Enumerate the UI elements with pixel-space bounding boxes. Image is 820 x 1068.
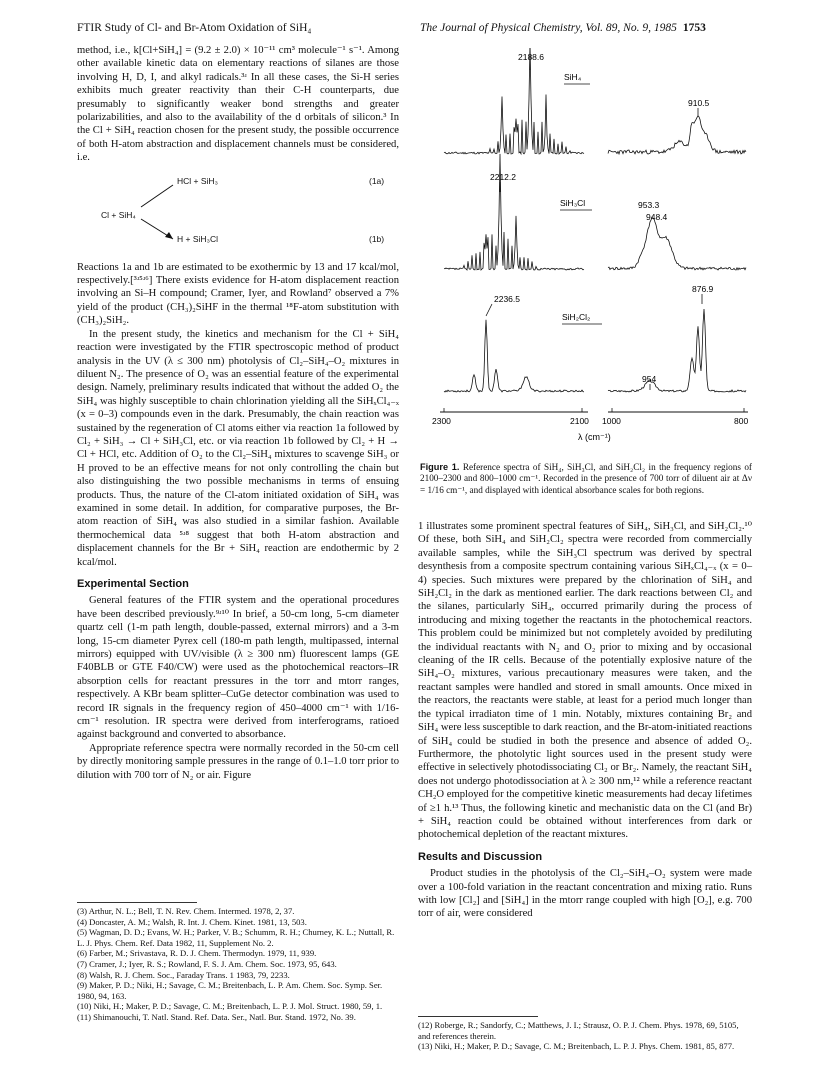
figure-1-spectra — [430, 48, 760, 448]
species-label: SiH₄ — [564, 72, 582, 82]
section-heading: Experimental Section — [77, 578, 189, 590]
axis-label: λ (cm⁻¹) — [578, 432, 611, 442]
peak-label: 2212.2 — [490, 172, 516, 182]
peak-label: 876.9 — [692, 284, 714, 294]
scheme-reactant: Cl + SiH₄ — [101, 209, 136, 220]
left-footnotes — [77, 906, 399, 1023]
footnote: (7) Cramer, J.; Iyer, R. S.; Rowland, F. S. J. Am. Chem. Soc. 1973, 95, 643. — [77, 958, 337, 969]
right-column — [418, 520, 752, 921]
page-number: 1753 — [682, 22, 706, 34]
peak-label: 954 — [642, 374, 657, 384]
running-title: FTIR Study of Cl- and Br-Atom Oxidation of SiH₄ — [77, 22, 312, 34]
spectrum-trace-sih2cl2-2100 — [444, 320, 584, 392]
footnote: (4) Doncaster, A. M.; Walsh, R. Int. J. Chem. Kinet. 1981, 13, 503. — [77, 916, 307, 927]
footnote: (6) Farber, M.; Srivastava, R. D. J. Chem. Thermodyn. 1979, 11, 939. — [77, 948, 317, 959]
species-label: SiH₂Cl₂ — [562, 312, 591, 322]
footnote: (3) Arthur, N. L.; Bell, T. N. Rev. Chem. Intermed. 1978, 2, 37. — [77, 906, 295, 916]
paragraph: General features of the FTIR system and the operational procedures have been described previously.⁹ʴ¹⁰ In brief, a 50-cm long, 5-cm diameter quartz cell (1-m path length, double-passed, external mirrors) and a 3-m long, 15-cm diameter Pyrex cell (180-m path length, multipassed, internal mirrors) equipped with UV/visible (λ ≥ 300 nm) fluorescent lamps (GE F40BLB or GTE F40/CW) were used as the photochemical reactors–IR absorption cells for reactant pressures in the torr and mtorr ranges, respectively. A KBr beam splitter–CuGe detector combination was used to record IR signals in the frequency region of 450–4000 cm⁻¹ with 1/16-cm⁻¹ resolution. IR spectra were derived from interferograms, ratioed against background and converted to absorbance. — [77, 595, 399, 741]
footnote: (10) Niki, H.; Maker, P. D.; Savage, C. M.; Breitenbach, L. P. J. Mol. Struct. 1980, 59, 1. — [77, 1001, 383, 1012]
caption-text: Reference spectra of SiH₄, SiH₃Cl, and SiH₂Cl₂ in the frequency regions of 2100–2300 and 800–1000 cm⁻¹. Recorded in the presence of 700 torr of diluent air at Δν = 1/16 cm⁻¹, and displayed with identical absorbance scales for both regions. — [420, 462, 752, 495]
footnote: (13) Niki, H.; Maker, P. D.; Savage, C. M.; Breitenbach, L. P. J. Phys. Chem. 1981, 85, 877. — [418, 1041, 735, 1052]
footnote-divider — [418, 1016, 538, 1017]
left-column — [77, 44, 399, 782]
scheme-product-a: HCl + SiH₃ — [177, 175, 219, 186]
paragraph: 1 illustrates some prominent spectral features of SiH₄, SiH₃Cl, and SiH₂Cl₂.¹⁰ Of these, both SiH₄ and SiH₂Cl₂ spectra were recorded from commercially available samples, while the SiH₃Cl spectrum was derived by spectral desynthesis from a composite spectrum containing various SiHₓCl₄₋ₓ (x = 0–4) species. Such mixtures were prepared by the chlorination of SiH₄ and SiH₂Cl₂ in the dark as mentioned earlier. The dark reactions between Cl₂ and the silanes, particularly SiH₄, occurred primarily during the process of introducing and mixing together the reactants in the photochemical reactors. This problem could be minimized but not completely avoided by prediluting the individual reactants with N₂ and O₂ prior to mixing and by occasional cleaning of the IR cells. Because of the potentially explosive nature of the SiH₄–O₂ mixtures, various precautionary measures were taken, and the reactant samples were handled and stored in small amounts. Once mixed in the reactors, the reactants were stable, at least for a period much longer than the typical irradiaton time of 1 min. Notably, mixtures containing Br₂ and SiH₄ were less susceptible to dark reaction, and the Br-atom-initiated reactions of SiH₄ could be studied in both the presence and absence of added O₂. Furthermore, the photolytic light sources used in the present study were effective in selectively photodissociating Cl₂ or Br₂. Namely, the reactant SiH₄ does not undergo photodissociation at λ ≥ 300 nm,¹² while a reference reactant CH₂O employed for the competitive kinetic measurements had decay lifetimes of ≥1 h.¹³ Thus, the following kinetic and mechanistic data on the Cl (and Br) + SiH₄ reaction could be obtained without interferences from dark or photochemical depletion of the reactant mixtures. — [418, 521, 752, 841]
figure-caption — [420, 462, 752, 496]
scheme-label-b: (1b) — [369, 233, 385, 244]
paragraph: Appropriate reference spectra were normally recorded in the 50-cm cell by directly monitoring sample pressures in the range of 0.1–1.0 torr prior to dilution with 700 torr of N₂ or air. Figure — [77, 742, 399, 781]
peak-label: 2188.6 — [518, 52, 544, 62]
peak-label: 953.3 — [638, 200, 660, 210]
spectrum-trace-sih4-2100 — [444, 48, 584, 154]
reaction-scheme — [77, 171, 399, 255]
footnote: (5) Wagman, D. D.; Evans, W. H.; Parker, V. B.; Schumm, R. H.; Churney, K. L.; Nuttall, R. L. J. Phys. Chem. Ref. Data 1982, 11, Supplement No. 2. — [77, 927, 395, 948]
spectrum-trace-sih3cl-900 — [608, 217, 746, 270]
footnote-divider — [77, 902, 197, 903]
right-footnotes — [418, 1020, 752, 1052]
footnote: (12) Roberge, R.; Sandorfy, C.; Matthews, J. I.; Strausz, O. P. J. Chem. Phys. 1978, 69, 5105, and references therein. — [418, 1020, 739, 1041]
footnote: (8) Walsh, R. J. Chem. Soc., Faraday Trans. 1 1983, 79, 2233. — [77, 969, 290, 980]
peak-label: 910.5 — [688, 98, 710, 108]
tick-label: 1000 — [602, 416, 621, 426]
spectrum-trace-sih4-900 — [608, 116, 746, 154]
footnote: (9) Maker, P. D.; Niki, H.; Savage, C. M.; Breitenbach, L. P. Am. Chem. Soc. Symp. Ser. 1980, 94, 163. — [77, 980, 383, 1001]
scheme-label-a: (1a) — [369, 175, 385, 186]
paragraph: Product studies in the photolysis of the Cl₂–SiH₄–O₂ system were made over a 100-fold variation in the reactant concentration and mixing ratio. Runs with low [Cl₂] and [SiH₄] in the mtorr range coupled with high [O₂], e.g. 700 torr of air, were considered — [418, 868, 752, 920]
paragraph: In the present study, the kinetics and mechanism for the Cl + SiH₄ reaction were investigated by the FTIR spectroscopic method of product analysis in the UV (λ ≤ 300 nm) photolysis of Cl₂–SiH₄–O₂ mixtures in diluent N₂. The presence of O₂ was an essential feature of the experimental design. Namely, preliminary results indicated that without the added O₂ the SiH₄ was highly susceptible to chain chlorination yielding all the SiHₓCl₄₋ₓ (x = 0–3) compounds even in the dark. Presumably, the chain reaction was sustained by the regeneration of Cl atoms either via reaction 1a followed by Cl₂ + SiH₃ → Cl + SiH₃Cl, etc. or via reaction 1b followed by Cl₂ + H → Cl + HCl, etc. Addition of O₂ to the Cl₂–SiH₄ mixtures to scavenge SiH₃ or H proved to be an effective means for not only controlling the chain but also distinguishing the two possible mechanisms in terms of ensuing products. Thus, the nature of the Cl-atom initiated oxidation of SiH₄ was examined in some detail. In addition, for comparative purposes, the Br-atom reaction of SiH₄ was also studied in a similar fashion. Available thermochemical data ⁵ʴ⁸ suggest that both H-atom abstraction and displacement channels for the Br + SiH₄ reaction are endothermic by 2 kcal/mol. — [77, 328, 399, 568]
peak-label: 948.4 — [646, 212, 668, 222]
journal-citation: The Journal of Physical Chemistry, Vol. 89, No. 9, 1985 — [420, 22, 677, 34]
footnote: (11) Shimanouchi, T. Natl. Stand. Ref. Data. Ser., Natl. Bur. Stand. 1972, No. 39. — [77, 1011, 356, 1022]
peak-label: 2236.5 — [494, 294, 520, 304]
spectrum-trace-sih2cl2-900 — [608, 309, 746, 392]
journal-header — [420, 22, 706, 34]
scheme-product-b: H + SiH₃Cl — [177, 233, 219, 244]
species-label: SiH₃Cl — [560, 198, 586, 208]
caption-label: Figure 1. — [420, 462, 460, 472]
tick-label: 800 — [734, 416, 749, 426]
tick-label: 2300 — [432, 416, 451, 426]
paragraph: method, i.e., k[Cl+SiH₄] = (9.2 ± 2.0) × 10⁻¹¹ cm³ molecule⁻¹ s⁻¹. Among other available kinetic data on elementary reactions of silanes are those involving H, D, I, and alkyl radicals.³ʴ In all these cases, the Si-H series exhibits much greater reactivity than their C-H counterparts, due presumably to significantly weaker bond strengths and greater polarizabilities, and also to the availability of the d orbitals of silicon.³ In the Cl + SiH₄ reaction chosen for the present study, the possible occurrence of both H-atom abstraction and displacement channels must be considered, i.e. — [77, 45, 399, 164]
section-heading: Results and Discussion — [418, 850, 543, 863]
tick-label: 2100 — [570, 416, 589, 426]
paragraph: Reactions 1a and 1b are estimated to be exothermic by 13 and 17 kcal/mol, respectively.[³ʴ⁵ʴ⁶] There exists evidence for H-atom displacement reaction involving an Si–H compound; Cramer, Iyer, and Rowland⁷ observed a 7% yield of the product (CH₃)₂SiHF in the thermal ¹⁸F-atom substitution with (CH₃)₂SiH₂. — [77, 261, 399, 327]
